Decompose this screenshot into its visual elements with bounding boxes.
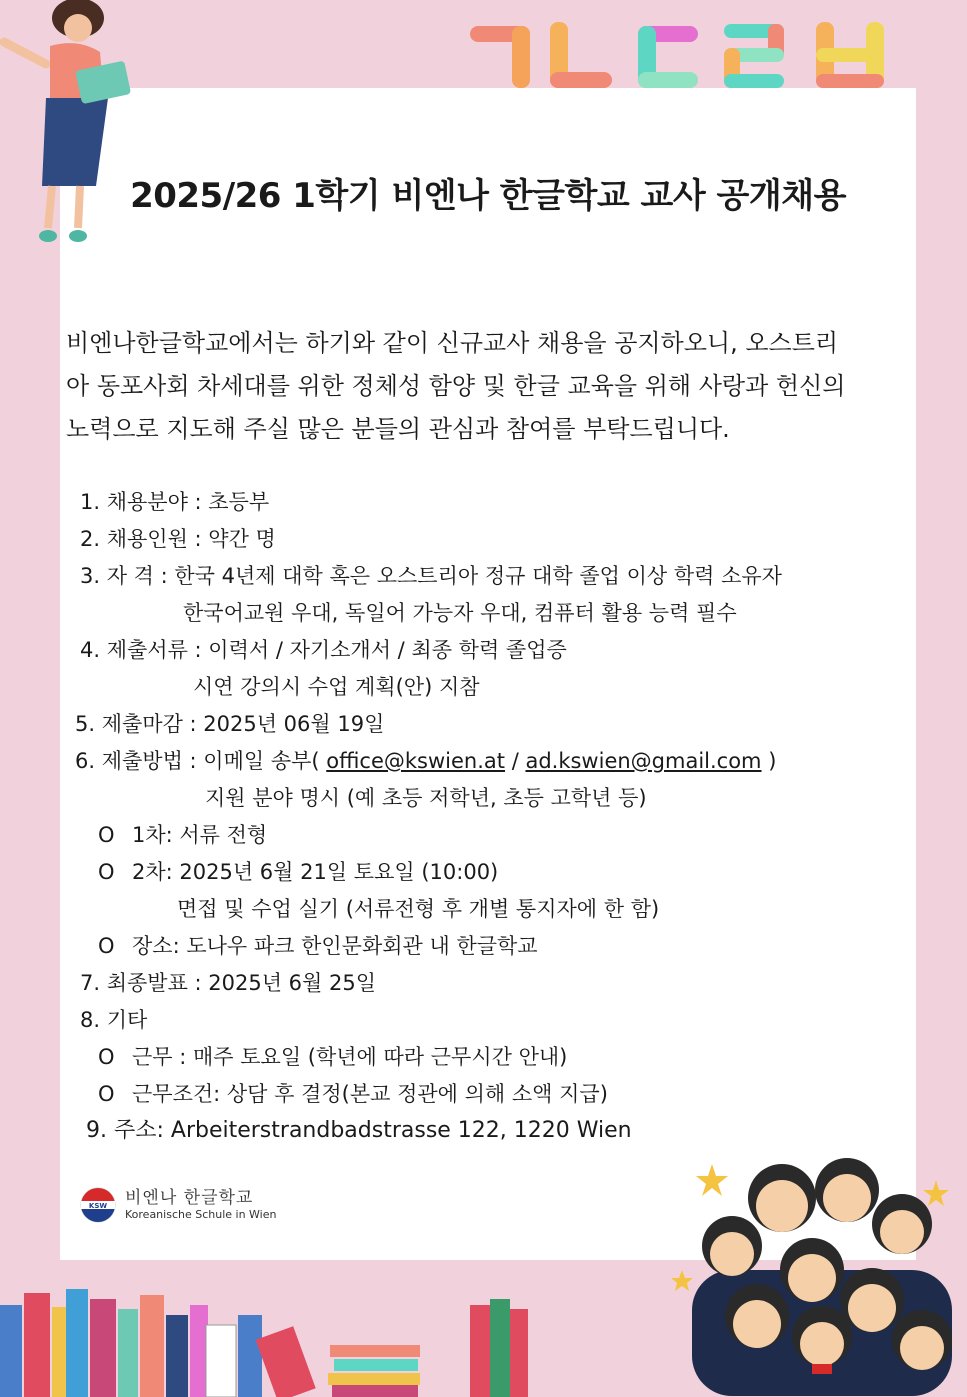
item-submission-note: 지원 분야 명시 (예 초등 저학년, 초등 고학년 등) (205, 786, 647, 810)
bullet-circle: O (98, 860, 115, 884)
conditions-text: 근무조건: 상담 후 결정(본교 정관에 의해 소액 지급) (132, 1082, 608, 1106)
intro-line: 아 동포사회 차세대를 위한 정체성 함양 및 한글 교육을 위해 사랑과 헌신의 (66, 372, 846, 400)
round2-text: 2차: 2025년 6월 21일 토요일 (10:00) (132, 860, 499, 884)
intro-paragraph (66, 322, 906, 451)
item-submission-method (75, 746, 776, 776)
item-etc: 8. 기타 (80, 1008, 148, 1032)
method-separator: / (505, 749, 526, 773)
intro-line: 노력으로 지도해 주실 많은 분들의 관심과 참여를 부탁드립니다. (66, 415, 730, 443)
sub-item-venue (98, 931, 538, 961)
hangul-consonants-decoration (470, 18, 890, 90)
students-illustration (672, 1150, 964, 1396)
bullet-circle: O (98, 823, 115, 847)
venue-text: 장소: 도나우 파크 한인문화회관 내 한글학교 (132, 934, 538, 958)
sub-item-work (98, 1042, 567, 1072)
school-name-german: Koreanische Schule in Wien (125, 1208, 277, 1221)
item-documents-detail: 시연 강의시 수업 계획(안) 지참 (193, 675, 480, 699)
email-link-office[interactable]: office@kswien.at (326, 749, 506, 773)
item-deadline: 5. 제출마감 : 2025년 06월 19일 (75, 712, 385, 736)
sub-item-round1 (98, 820, 267, 850)
svg-text:KSW: KSW (88, 1202, 108, 1210)
bullet-circle: O (98, 1045, 115, 1069)
bullet-circle: O (98, 1082, 115, 1106)
item-headcount: 2. 채용인원 : 약간 명 (80, 527, 276, 551)
item-field: 1. 채용분야 : 초등부 (80, 490, 270, 514)
round1-text: 1차: 서류 전형 (132, 823, 268, 847)
sub-item-round2 (98, 857, 498, 887)
round2-detail: 면접 및 수업 실기 (서류전형 후 개별 통지자에 한 함) (177, 897, 660, 921)
item-qualification-detail: 한국어교원 우대, 독일어 가능자 우대, 컴퓨터 활용 능력 필수 (183, 601, 737, 625)
books-illustration (0, 1285, 530, 1397)
item-address: 9. 주소: Arbeiterstrandbadstrasse 122, 1220 Wien (86, 1118, 632, 1143)
method-prefix: 6. 제출방법 : 이메일 송부( (75, 749, 327, 773)
school-logo (70, 1165, 298, 1245)
item-announcement: 7. 최종발표 : 2025년 6월 25일 (80, 971, 377, 995)
email-link-admin[interactable]: ad.kswien@gmail.com (525, 749, 762, 773)
item-qualification: 3. 자 격 : 한국 4년제 대학 혹은 오스트리아 정규 대학 졸업 이상 학력 소유자 (80, 564, 782, 588)
school-emblem-icon (80, 1187, 116, 1223)
page-title: 2025/26 1학기 비엔나 한글학교 교사 공개채용 (130, 176, 846, 216)
sub-item-conditions (98, 1079, 608, 1109)
work-text: 근무 : 매주 토요일 (학년에 따라 근무시간 안내) (132, 1045, 568, 1069)
intro-line: 비엔나한글학교에서는 하기와 같이 신규교사 채용을 공지하오니, 오스트리 (66, 329, 839, 357)
school-name-korean: 비엔나 한글학교 (125, 1188, 254, 1208)
item-documents: 4. 제출서류 : 이력서 / 자기소개서 / 최종 학력 졸업증 (80, 638, 567, 662)
bullet-circle: O (98, 934, 115, 958)
method-suffix: ) (761, 749, 777, 773)
